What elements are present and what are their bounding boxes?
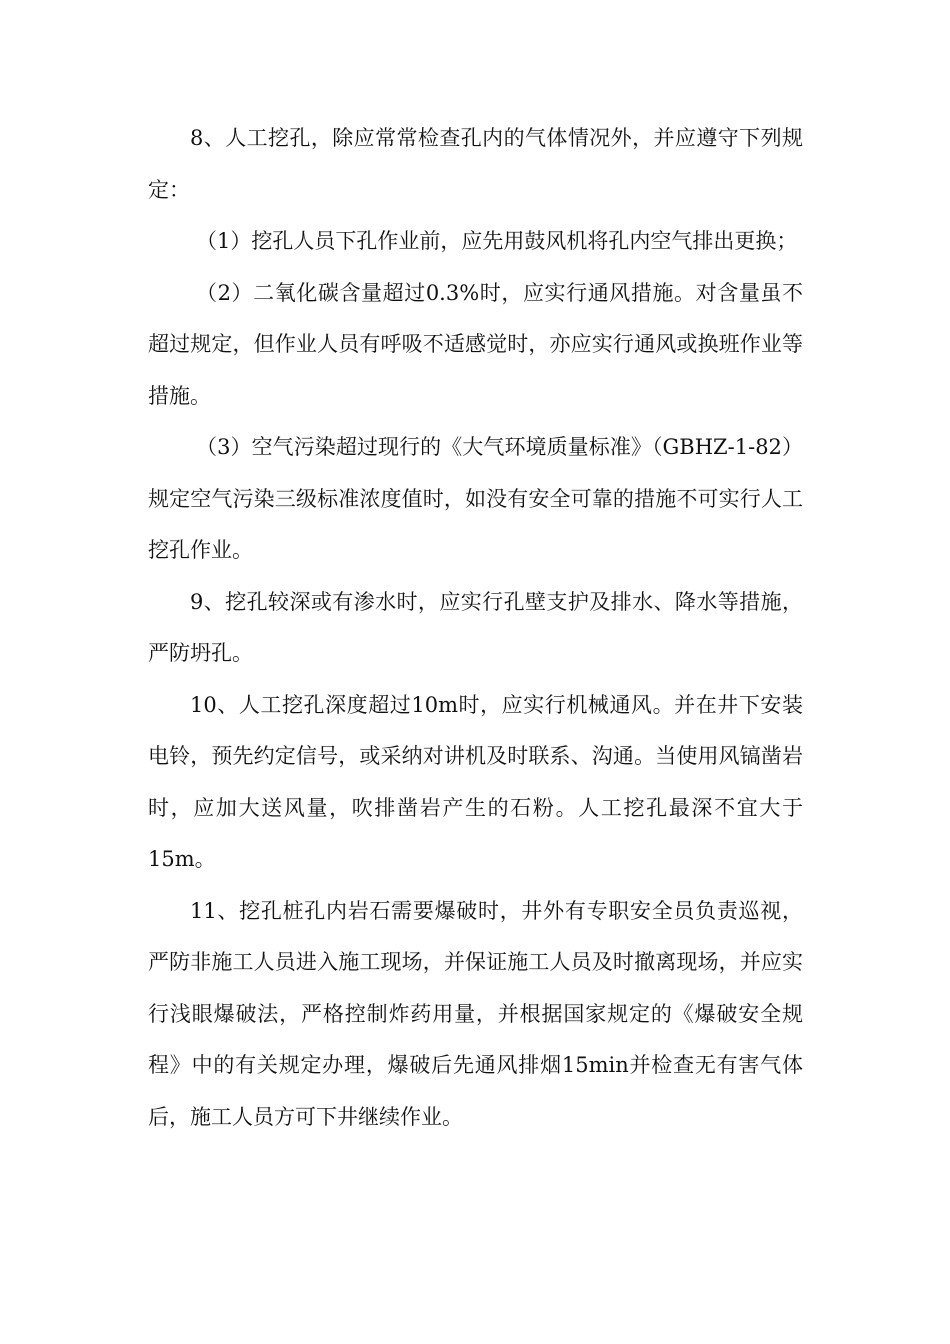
paragraph-item-8-3: （3）空气污染超过现行的《大气环境质量标准》（GBHZ-1-82）规定空气污染三级标准浓度值时，如没有安全可靠的措施不可实行人工挖孔作业。	[148, 435, 803, 562]
paragraph-item-8: 8、人工挖孔，除应常常检查孔内的气体情况外，并应遵守下列规定：	[148, 126, 803, 202]
document-body	[148, 113, 803, 1143]
paragraph-item-11: 11、挖孔桩孔内岩石需要爆破时，井外有专职安全员负责巡视，严防非施工人员进入施工现场，并保证施工人员及时撤离现场，并应实行浅眼爆破法，严格控制炸药用量，并根据国家规定的《爆破安全规程》中的有关规定办理，爆破后先通风排烟15min并检查无有害气体后，施工人员方可下井继续作业。	[148, 898, 803, 1129]
paragraph-item-10: 10、人工挖孔深度超过10m时，应实行机械通风。并在井下安装电铃，预先约定信号，或采纳对讲机及时联系、沟通。当使用风镐凿岩时，应加大送风量，吹排凿岩产生的石粉。人工挖孔最深不宜大于15m。	[148, 692, 803, 871]
paragraph-item-9: 9、挖孔较深或有渗水时，应实行孔壁支护及排水、降水等措施，严防坍孔。	[148, 589, 803, 665]
paragraph-item-8-2: （2）二氧化碳含量超过0.3%时，应实行通风措施。对含量虽不超过规定，但作业人员有呼吸不适感觉时，亦应实行通风或换班作业等措施。	[148, 280, 803, 408]
paragraph-item-8-1: （1）挖孔人员下孔作业前，应先用鼓风机将孔内空气排出更换；	[196, 229, 798, 253]
